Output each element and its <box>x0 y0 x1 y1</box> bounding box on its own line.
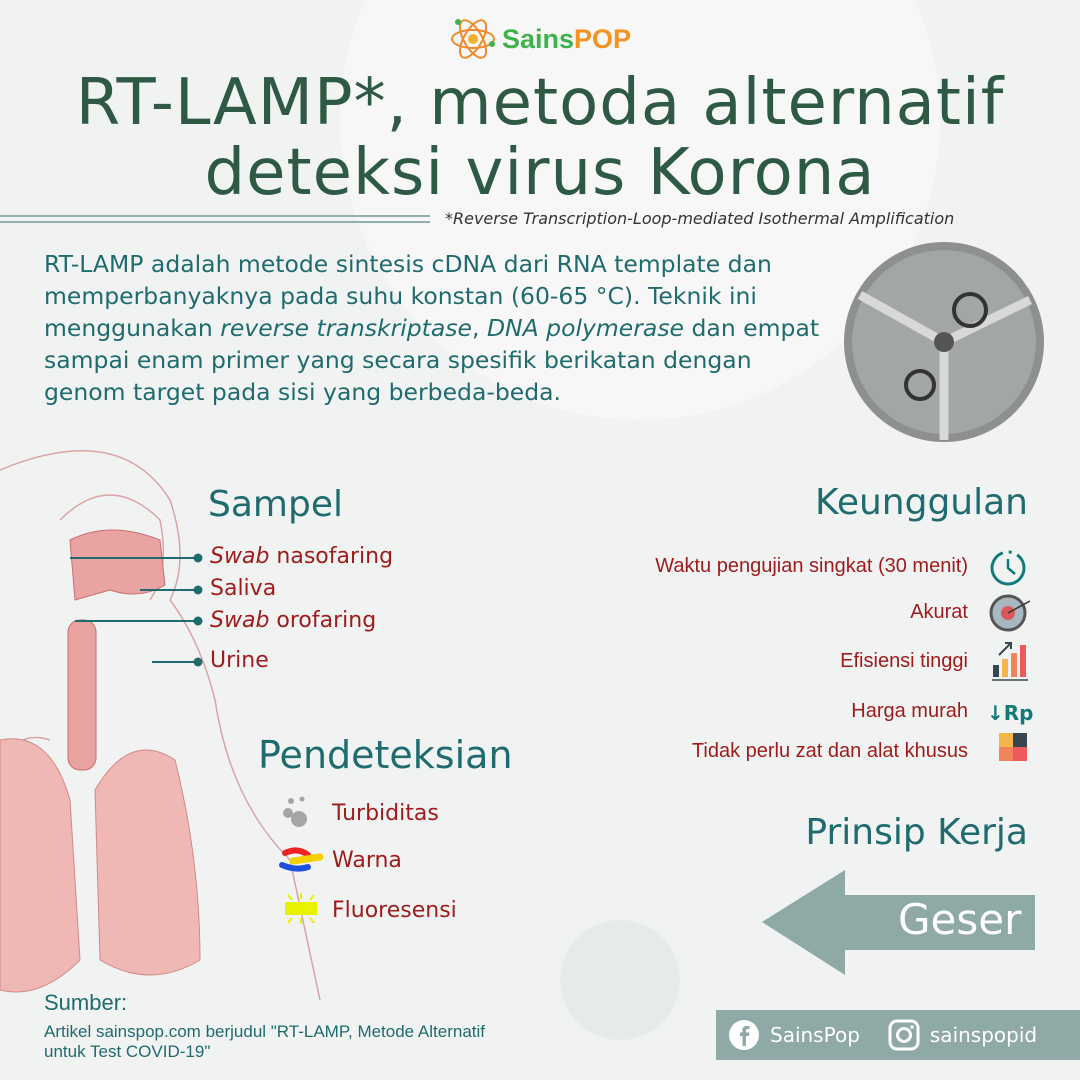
advantage-item: Efisiensi tinggi <box>840 650 968 672</box>
puzzle-icon <box>999 733 1027 761</box>
logo-text-sains: Sains <box>502 23 575 54</box>
advantage-item: Waktu pengujian singkat (30 menit) <box>655 555 968 577</box>
title-line-1: RT-LAMP*, metoda alternatif <box>75 66 1005 140</box>
bar-chart-icon <box>992 643 1028 680</box>
sample-italic: Swab <box>210 544 270 569</box>
right-lung <box>95 750 200 975</box>
sample-item <box>210 608 376 633</box>
sample-label: orofaring <box>269 608 377 633</box>
sample-label: nasofaring <box>269 544 394 569</box>
footnote: *Reverse Transcription-Loop-mediated Isothermal Amplification <box>445 209 955 228</box>
detection-item: Turbiditas <box>332 801 439 826</box>
source-text <box>44 1022 485 1062</box>
page-title <box>0 68 1080 208</box>
advantage-item: Harga murah <box>851 700 968 722</box>
left-lung <box>0 739 80 992</box>
facebook-handle[interactable]: SainsPop <box>770 1023 860 1047</box>
sampel-heading: Sampel <box>208 484 343 525</box>
intro-italic: reverse transkriptase <box>220 314 472 342</box>
source-line: Artikel sainspop.com berjudul "RT-LAMP, Metode Alternatif <box>44 1022 486 1041</box>
swipe-button-label[interactable]: Geser <box>898 895 1022 944</box>
detection-item: Fluoresensi <box>332 898 457 923</box>
social-bar <box>716 1010 1080 1060</box>
advantage-item: Tidak perlu zat dan alat khusus <box>691 740 968 762</box>
sample-item <box>210 544 393 569</box>
instagram-handle[interactable]: sainspopid <box>929 1023 1038 1047</box>
trachea <box>68 620 96 770</box>
facebook-icon[interactable] <box>728 1019 760 1051</box>
instagram-icon[interactable] <box>888 1019 920 1051</box>
intro-text: , <box>472 314 487 342</box>
detection-icons <box>278 795 328 930</box>
intro-text: RT-LAMP adalah metode sintesis cDNA dari RNA template dan memperbanyaknya pada suhu konstan (60-65 °C). Teknik ini menggunakan <box>44 250 772 342</box>
sample-item <box>210 648 269 673</box>
sample-italic: Swab <box>210 608 270 633</box>
logo-text-pop: POP <box>574 23 632 54</box>
sainspop-logo <box>450 16 631 62</box>
prinsip-kerja-heading: Prinsip Kerja <box>805 812 1028 853</box>
title-line-2: deteksi virus Korona <box>204 136 876 210</box>
advantage-icons <box>985 545 1045 775</box>
source-line: untuk Test COVID-19" <box>44 1042 211 1061</box>
clock-icon <box>992 552 1024 584</box>
sample-label: Urine <box>210 648 269 673</box>
glow-icon <box>286 893 316 924</box>
lamp-disc-image <box>844 242 1044 442</box>
sample-label: Saliva <box>210 576 277 601</box>
intro-italic: DNA polymerase <box>486 314 685 342</box>
source-heading: Sumber: <box>44 990 128 1015</box>
atom-logo-icon <box>450 16 496 62</box>
advantage-item: Akurat <box>910 601 968 623</box>
sample-item <box>210 576 276 601</box>
keunggulan-heading: Keunggulan <box>815 482 1028 523</box>
divider <box>0 215 430 223</box>
price-down-icon: ↓Rp <box>987 701 1034 725</box>
intro-text: dan empat sampai enam primer yang secara spesifik berikatan dengan genom target pada sisi yang berbeda-beda. <box>44 314 820 406</box>
pendeteksian-heading: Pendeteksian <box>258 733 513 777</box>
bubbles-icon <box>283 797 307 828</box>
color-strokes-icon <box>282 850 320 868</box>
detection-item: Warna <box>332 848 402 873</box>
target-icon <box>991 596 1030 630</box>
intro-paragraph <box>44 248 834 408</box>
